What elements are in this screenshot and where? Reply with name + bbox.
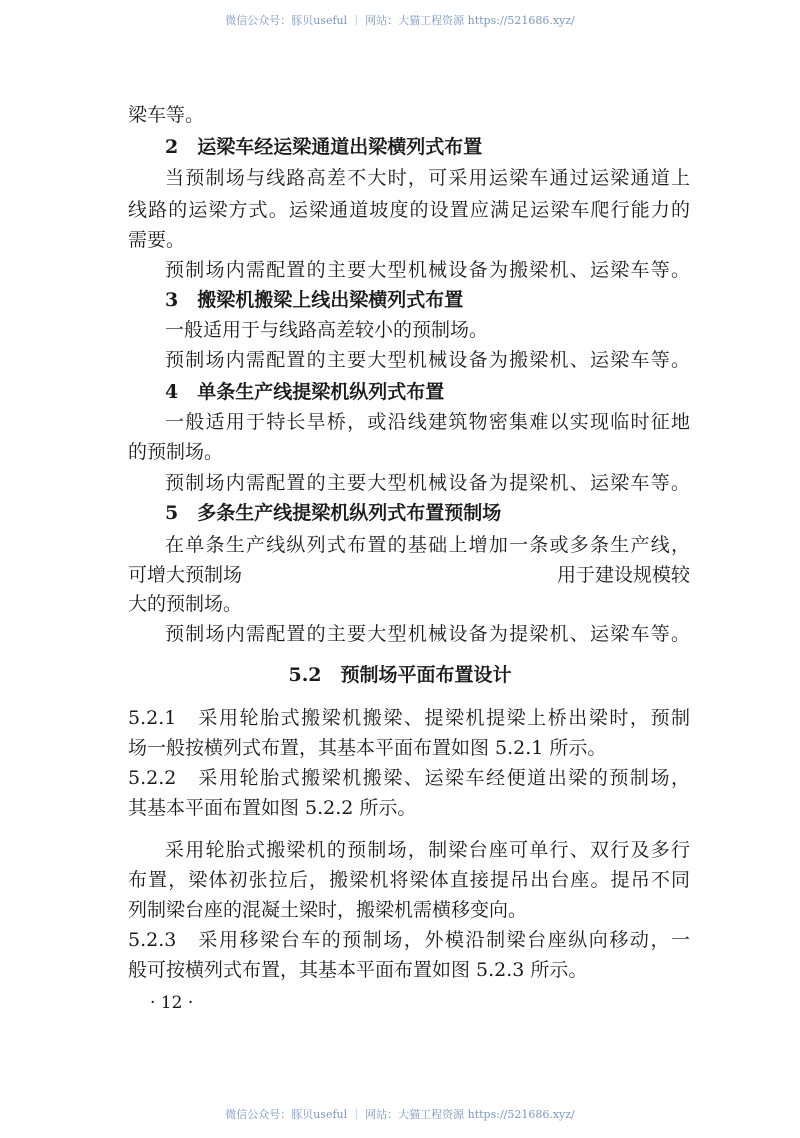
section-heading: 5.2 预制场平面布置设计 — [288, 664, 512, 686]
clause-line: 5.2.2 采用轮胎式搬梁机搬梁、运梁车经便道出梁的预制场， — [128, 767, 690, 789]
watermark-top: 微信公众号：豚贝useful ｜ 网站：大猫工程资源 https://521686.xyz/ — [225, 14, 575, 27]
text-line: 大的预制场。 — [128, 593, 243, 615]
text-line: 预制场内需配置的主要大型机械设备为搬梁机、运梁车等。 — [165, 349, 690, 371]
text-fragment: 用于建设规模较 — [556, 564, 690, 586]
text-line: 一般适用于特长旱桥，或沿线建筑物密集难以实现临时征地 — [165, 411, 690, 433]
text-line: 预制场内需配置的主要大型机械设备为搬梁机、运梁车等。 — [165, 259, 690, 281]
list-item-heading: 5 多条生产线提梁机纵列式布置预制场 — [165, 502, 502, 524]
text-line: 线路的运梁方式。运梁通道坡度的设置应满足运梁车爬行能力的 — [128, 199, 690, 221]
text-line: 在单条生产线纵列式布置的基础上增加一条或多条生产线， — [165, 534, 690, 556]
text-line-partially-masked — [128, 563, 690, 587]
text-line: 当预制场与线路高差不大时，可采用运梁车通过运梁通道上 — [165, 167, 690, 189]
list-item-heading: 4 单条生产线提梁机纵列式布置 — [165, 381, 445, 403]
text-line: 采用轮胎式搬梁机的预制场，制梁台座可单行、双行及多行 — [165, 839, 690, 861]
text-line: 预制场内需配置的主要大型机械设备为提梁机、运梁车等。 — [165, 623, 690, 645]
text-fragment: 可增大预制场 — [128, 564, 243, 586]
text-line: 一般适用于与线路高差较小的预制场。 — [165, 319, 489, 341]
text-line: 列制梁台座的混凝土梁时，搬梁机需横移变向。 — [128, 899, 528, 921]
page-number: · 12 · — [150, 993, 194, 1013]
text-line: 场一般按横列式布置，其基本平面布置如图 5.2.1 所示。 — [128, 737, 607, 759]
text-line: 般可按横列式布置，其基本平面布置如图 5.2.3 所示。 — [128, 959, 588, 981]
list-item-heading: 3 搬梁机搬梁上线出梁横列式布置 — [165, 289, 464, 311]
text-line: 的预制场。 — [128, 441, 224, 463]
clause-line: 5.2.3 采用移梁台车的预制场，外模沿制梁台座纵向移动，一 — [128, 929, 690, 951]
text-line: 预制场内需配置的主要大型机械设备为提梁机、运梁车等。 — [165, 472, 690, 494]
text-line: 其基本平面布置如图 5.2.2 所示。 — [128, 797, 417, 819]
text-line: 布置，梁体初张拉后，搬梁机将梁体直接提吊出台座。提吊不同 — [128, 869, 690, 891]
text-line: 需要。 — [128, 229, 186, 251]
list-item-heading: 2 运梁车经运梁通道出梁横列式布置 — [165, 136, 483, 158]
text-line: 梁车等。 — [128, 104, 205, 126]
watermark-bottom: 微信公众号：豚贝useful ｜ 网站：大猫工程资源 https://521686.xyz/ — [225, 1108, 575, 1121]
clause-line: 5.2.1 采用轮胎式搬梁机搬梁、提梁机提梁上桥出梁时，预制 — [128, 707, 690, 729]
